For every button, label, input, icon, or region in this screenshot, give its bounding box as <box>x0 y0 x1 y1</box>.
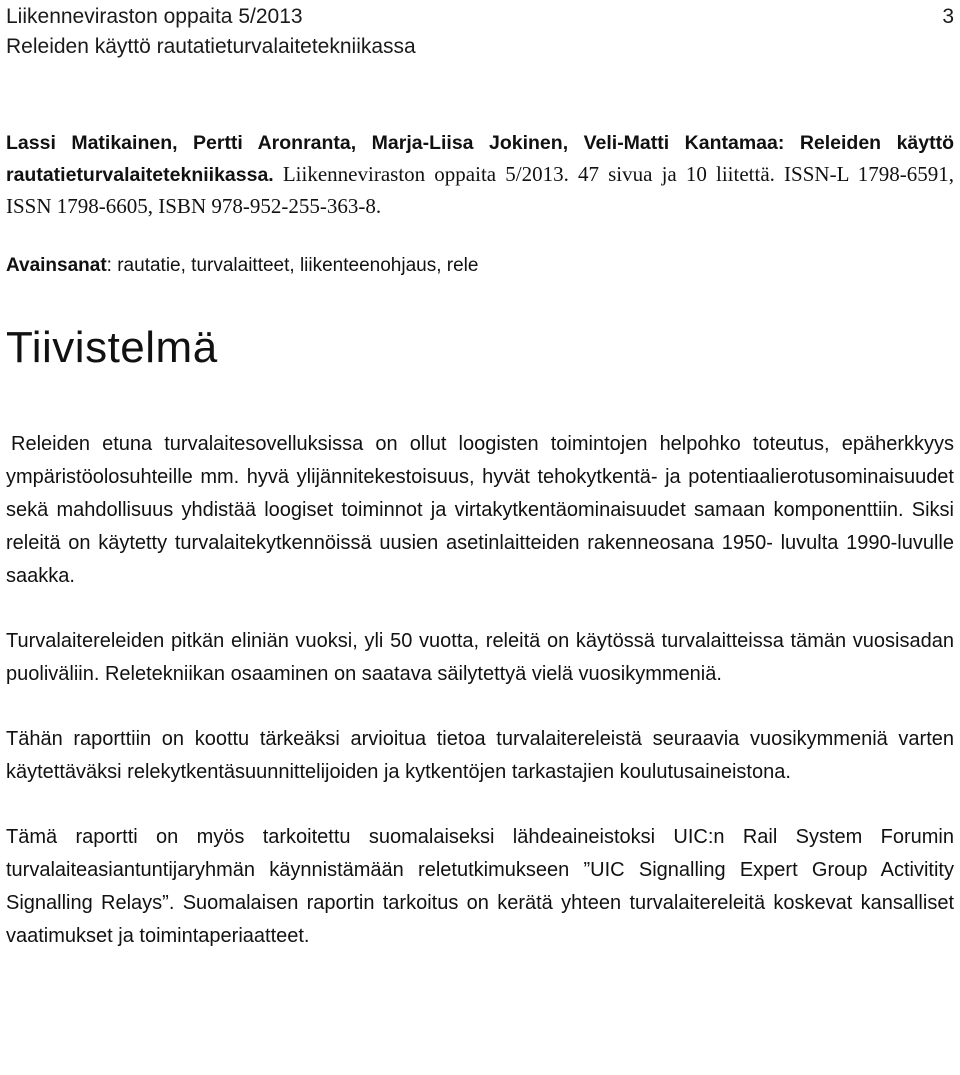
abstract-paragraph-4: Tämä raportti on myös tarkoitettu suomalaiseksi lähdeaineistoksi UIC:n Rail System Forumin turvalaiteasiantuntijaryhmän käynnistämään reletutkimukseen ”UIC Signalling Expert Group Activitity Signalling Relays”. Suomalaisen raportin tarkoitus on kerätä yhteen turvalaitereleitä koskevat kansalliset vaatimukset ja toimintaperiaatteet. <box>6 826 954 947</box>
keywords-value: : rautatie, turvalaitteet, liikenteenohjaus, rele <box>106 255 479 276</box>
page-header <box>6 2 954 62</box>
abstract-body <box>6 428 954 985</box>
abstract-paragraph-3: Tähän raporttiin on koottu tärkeäksi arvioitua tietoa turvalaitereleistä seuraavia vuosikymmeniä varten käytettäväksi relekytkentäsuunnittelijoiden ja kytkentöjen tarkastajien koulutusaineistona. <box>6 728 954 783</box>
citation-authors-title: Lassi Matikainen, Pertti Aronranta, Marja-Liisa Jokinen, Veli-Matti Kantamaa: Releiden käyttö rautatieturvalaitetekniikassa. <box>6 132 954 186</box>
citation-details: Liikenneviraston oppaita 5/2013. 47 sivua ja 10 liitettä. ISSN-L 1798-6591, ISSN 1798-6605, ISBN 978-952-255-363-8. <box>6 162 954 218</box>
abstract-paragraph-1: Releiden etuna turvalaitesovelluksissa on ollut loogisten toimintojen helpohko toteutus, epäherkkyys ympäristöolosuhteille mm. hyvä ylijännitekestoisuus, hyvät tehokytkentä- ja potentiaalierotusominaisuudet sekä mahdollisuus yhdistää loogiset toiminnot ja virtakytkentäominaisuudet samaan komponenttiin. Siksi releitä on käytetty turvalaitekytkennöissä uusien asetinlaitteiden rakenneosana 1950- luvulta 1990-luvulle saakka. <box>6 433 954 587</box>
page-number: 3 <box>942 5 954 28</box>
abstract-paragraph-2: Turvalaitereleiden pitkän eliniän vuoksi, yli 50 vuotta, releitä on käytössä turvalaitteissa tämän vuosisadan puoliväliin. Reletekniikan osaaminen on saatava säilytettyä vielä vuosikymmeniä. <box>6 630 954 685</box>
keywords-label: Avainsanat <box>6 255 107 276</box>
section-title: Tiivistelmä <box>6 323 218 372</box>
document-page <box>6 0 954 1075</box>
series-title: Liikenneviraston oppaita 5/2013 <box>6 5 303 28</box>
bibliographic-citation <box>6 127 954 222</box>
keywords-line <box>6 252 478 280</box>
document-title: Releiden käyttö rautatieturvalaitetekniikassa <box>6 35 416 58</box>
